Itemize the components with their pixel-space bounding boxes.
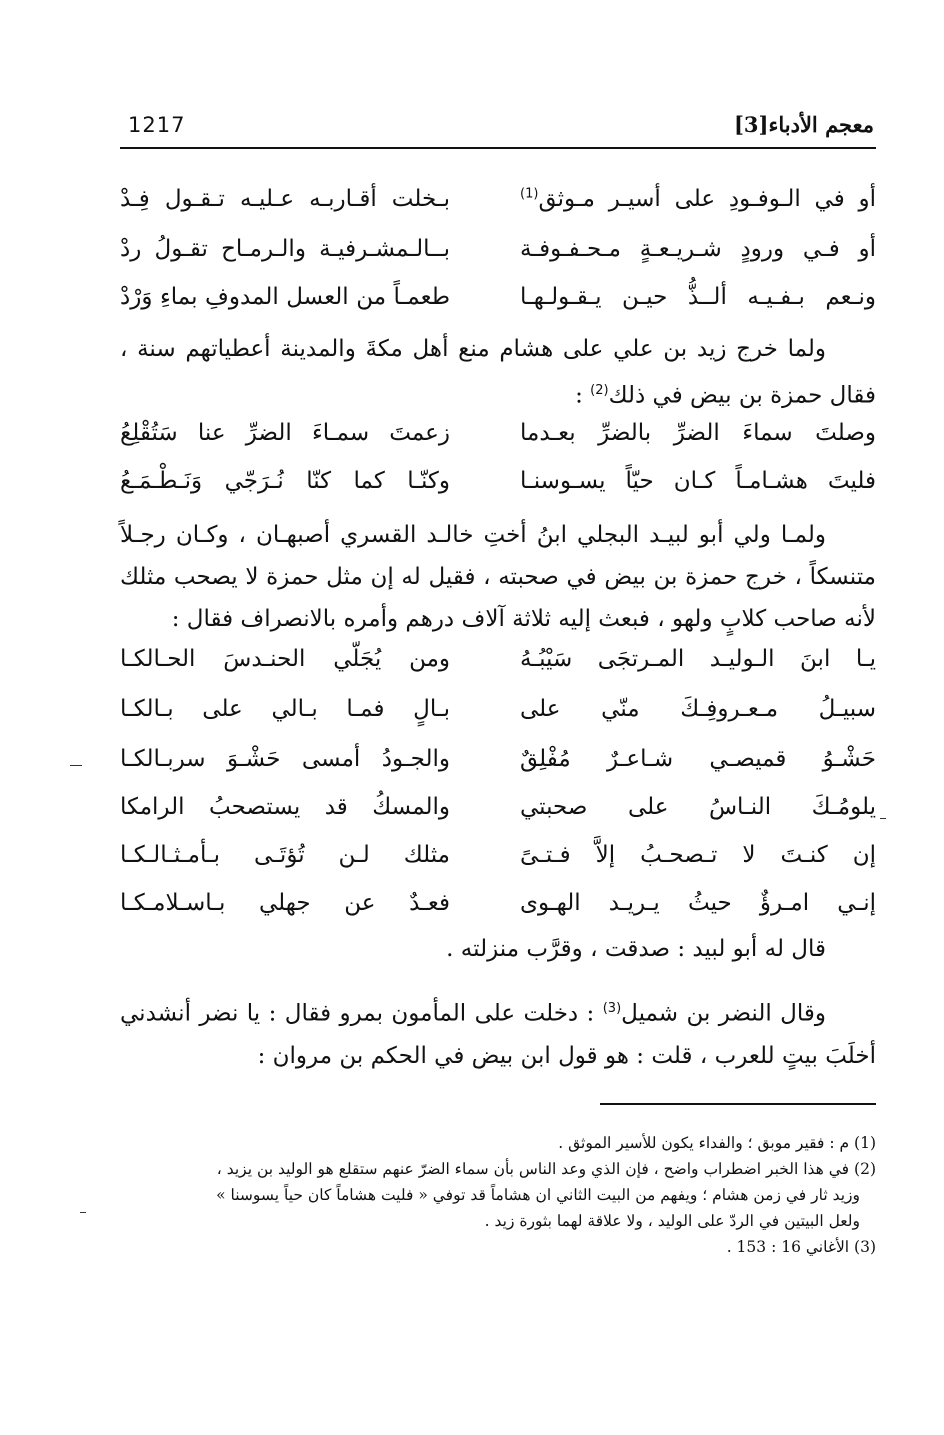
verse-first-hemistich: سبيـلُ مـعـروفِـكَ منّي على — [520, 696, 876, 722]
footnote-2: (2) في هذا الخبر اضطراب واضح ، فإن الذي وعد الناس بأن سماء الضرّ عنهم ستقلع هو الوليد بن يزيد ، — [216, 1160, 876, 1178]
verse-second-hemistich: مثلك لـن تُؤتَـى بـأمـثـالـكـا — [120, 842, 450, 868]
verse-second-hemistich: وكنّـا كما كنّا نُـرَجّي وَنَـطْـمَـعُ — [120, 468, 450, 494]
header-rule — [120, 147, 876, 149]
footnote-2-continued: وزيد ثار في زمن هشام ؛ ويفهم من البيت الثاني ان هشاماً قد توفي « فليت هشاماً كان حياً يسوسنا » — [216, 1186, 860, 1204]
verse-line — [120, 646, 876, 692]
prose-paragraph: ولمـا ولي أبو لبيـد البجلي ابنُ أختِ خالـد القسري أصبهـان ، وكـان رجـلاً متنسكاً ، خرج حمزة بن بيض في صحبته ، فقيل له إن مثل حمزة لا يصحب مثلك لأنه صاحب كلابٍ ولهو ، فبعث إليه ثلاثة آلاف درهم وأمره بالانصراف فقال : — [120, 522, 876, 632]
verse-second-hemistich: والمسكُ قد يستصحبُ الرامكا — [120, 794, 450, 820]
footnote-3: (3) الأغاني 16 : 153 . — [726, 1238, 876, 1256]
prose-paragraph: قال له أبو لبيد : صدقت ، وقرَّب منزلته . — [446, 936, 826, 962]
verse-first-hemistich: أو في الـوفـودِ على أسيـر مـوثق$^{(1)}$ — [520, 186, 876, 212]
running-header-title: معجم الأدباء[3] — [733, 112, 874, 137]
page-number: 1217 — [128, 113, 186, 137]
verse-second-hemistich: بـخلت أقـاربـه عـليـه تـقـول فِـدْ — [120, 186, 450, 212]
scan-mark — [80, 1212, 86, 1213]
verse-first-hemistich: ونـعم بـفـيـه ألــذُّ حيـن يـقـولـهـا — [520, 284, 876, 310]
verse-line — [120, 794, 876, 840]
footnotes — [108, 1130, 876, 1260]
verse-first-hemistich: أو فـي ورودٍ شـريـعـةٍ مـحـفـوفـة — [520, 236, 876, 262]
footnote-ref: (1) — [520, 186, 539, 202]
verse-first-hemistich: يـا ابنَ الـوليـد المـرتجَى سَيْبُـهُ — [520, 646, 876, 672]
verse-line — [120, 236, 876, 282]
footnote-ref: (3) — [602, 1001, 622, 1016]
prose-paragraph: وقال النضر بن شميل$^{(3)}$ : دخلت على المأمون بمرو فقال : يا نضر أنشدني أخلَبَ بيتٍ للعرب ، قلت : هو قول ابن بيض في الحكم بن مروان : — [120, 1000, 876, 1069]
verse-line — [120, 284, 876, 330]
verse-second-hemistich: زعمتَ سمـاءَ الضرِّ عنا سَتُقْلِعُ — [120, 420, 450, 446]
verse-line — [120, 746, 876, 792]
verse-line — [120, 842, 876, 888]
verse-second-hemistich: والجـودُ أمسى حَشْـوَ سربـالكـا — [120, 746, 450, 772]
footnote-2-continued: ولعل البيتين في الردّ على الوليد ، ولا علاقة لهما بثورة زيد . — [484, 1212, 860, 1230]
verse-line — [120, 420, 876, 466]
verse-second-hemistich: ومن يُجَلّي الحنـدسَ الحـالكـا — [120, 646, 450, 672]
verse-line — [120, 696, 876, 742]
verse-line — [120, 468, 876, 514]
verse-line — [120, 186, 876, 232]
verse-first-hemistich: إنـي امـرؤٌ حيثُ يـريـد الهـوى — [520, 890, 876, 916]
verse-first-hemistich: يلومُـكَ النـاسُ على صحبتي — [520, 794, 876, 820]
verse-second-hemistich: بــالـمشـرفيـة والـرمـاح تقـولُ ردْ — [120, 236, 450, 262]
verse-second-hemistich: بـالٍ فمـا بـالي على بـالكـا — [120, 696, 450, 722]
scan-mark — [70, 765, 82, 766]
verse-second-hemistich: فعـدٌ عن جهلي بـاسـلامـكـا — [120, 890, 450, 916]
verse-first-hemistich: حَشْـوُ قميصـي شـاعـرٌ مُفْلِقٌ — [520, 746, 876, 772]
prose-paragraph: ولما خرج زيد بن علي على هشام منع أهل مكةَ والمدينة أعطياتهم سنة ، فقال حمزة بن بيض في ذلك$^{(2)}$ : — [120, 336, 876, 409]
verse-second-hemistich: طعمـاً من العسل المدوفِ بماءِ وَرْدْ — [120, 284, 450, 310]
scan-mark — [880, 818, 886, 819]
verse-first-hemistich: وصلتَ سماءَ الضرِّ بالضرِّ بعـدما — [520, 420, 876, 446]
footnote-ref: (2) — [590, 383, 609, 398]
verse-first-hemistich: فليتَ هشـامـاً كـان حيّاً يسـوسنـا — [520, 468, 876, 494]
verse-first-hemistich: إن كنـتَ لا تـصحـبُ إلاَّ فـتـىً — [520, 842, 876, 868]
footnote-separator — [600, 1103, 876, 1105]
footnote-1: (1) م : فقير موبق ؛ والفداء يكون للأسير الموثق . — [558, 1134, 876, 1152]
